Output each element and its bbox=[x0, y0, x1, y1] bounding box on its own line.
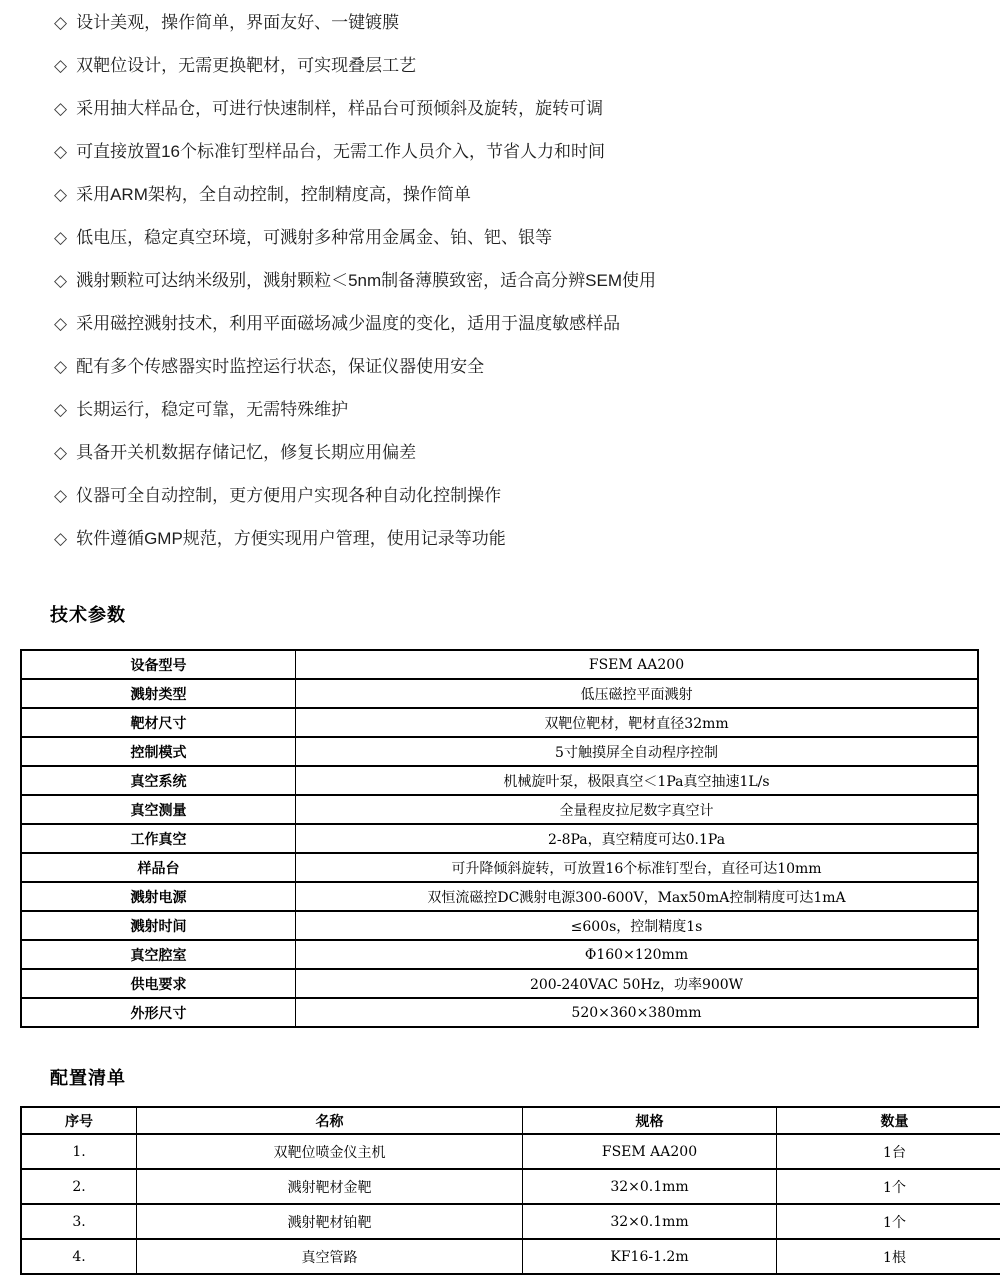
feature-item bbox=[54, 356, 1000, 399]
diamond-bullet-icon: ◇ bbox=[54, 357, 68, 376]
spec-label: 真空腔室 bbox=[21, 940, 296, 969]
spec-value: FSEM AA200 bbox=[296, 650, 979, 679]
spec-value: Φ160×120mm bbox=[296, 940, 979, 969]
config-cell-spec: 32×0.1mm bbox=[523, 1169, 777, 1204]
spec-label: 控制模式 bbox=[21, 737, 296, 766]
feature-item bbox=[54, 55, 1000, 98]
spec-row bbox=[21, 824, 978, 853]
spec-row bbox=[21, 737, 978, 766]
feature-text: 仪器可全自动控制，更方便用户实现各种自动化控制操作 bbox=[76, 486, 502, 505]
spec-row bbox=[21, 882, 978, 911]
spec-row bbox=[21, 911, 978, 940]
config-header-spec: 规格 bbox=[523, 1107, 777, 1134]
config-cell-spec: 32×0.1mm bbox=[523, 1204, 777, 1239]
diamond-bullet-icon: ◇ bbox=[54, 99, 68, 118]
feature-item bbox=[54, 227, 1000, 270]
spec-label: 设备型号 bbox=[21, 650, 296, 679]
spec-value: 双靶位靶材，靶材直径32mm bbox=[296, 708, 979, 737]
config-cell-qty: 1个 bbox=[777, 1204, 1000, 1239]
section-title-config-list: 配置清单 bbox=[50, 1068, 126, 1088]
config-row bbox=[21, 1239, 1000, 1274]
feature-item bbox=[54, 12, 1000, 55]
spec-row bbox=[21, 940, 978, 969]
spec-row bbox=[21, 679, 978, 708]
spec-label: 样品台 bbox=[21, 853, 296, 882]
feature-text: 双靶位设计，无需更换靶材，可实现叠层工艺 bbox=[76, 56, 417, 75]
config-header-row bbox=[21, 1107, 1000, 1134]
config-row bbox=[21, 1134, 1000, 1169]
config-cell-name: 溅射靶材铂靶 bbox=[137, 1204, 523, 1239]
spec-value: 全量程皮拉尼数字真空计 bbox=[296, 795, 979, 824]
config-cell-name: 溅射靶材金靶 bbox=[137, 1169, 523, 1204]
spec-label: 溅射电源 bbox=[21, 882, 296, 911]
feature-item bbox=[54, 141, 1000, 184]
diamond-bullet-icon: ◇ bbox=[54, 529, 68, 548]
spec-row bbox=[21, 766, 978, 795]
tech-params-table bbox=[20, 649, 979, 1028]
feature-item bbox=[54, 313, 1000, 356]
feature-text: 采用磁控溅射技术，利用平面磁场减少温度的变化，适用于温度敏感样品 bbox=[76, 314, 621, 333]
spec-value: 520×360×380mm bbox=[296, 998, 979, 1027]
config-header-name: 名称 bbox=[137, 1107, 523, 1134]
spec-value: 低压磁控平面溅射 bbox=[296, 679, 979, 708]
feature-text: 设计美观，操作简单，界面友好、一键镀膜 bbox=[76, 13, 400, 32]
spec-row bbox=[21, 708, 978, 737]
spec-value: 双恒流磁控DC溅射电源300-600V，Max50mA控制精度可达1mA bbox=[296, 882, 979, 911]
diamond-bullet-icon: ◇ bbox=[54, 185, 68, 204]
feature-text: 长期运行，稳定可靠，无需特殊维护 bbox=[76, 400, 349, 419]
feature-text: 具备开关机数据存储记忆，修复长期应用偏差 bbox=[76, 443, 417, 462]
spec-label: 溅射时间 bbox=[21, 911, 296, 940]
diamond-bullet-icon: ◇ bbox=[54, 443, 68, 462]
config-header-qty: 数量 bbox=[777, 1107, 1000, 1134]
spec-label: 真空系统 bbox=[21, 766, 296, 795]
spec-value: 5寸触摸屏全自动程序控制 bbox=[296, 737, 979, 766]
config-row bbox=[21, 1204, 1000, 1239]
feature-text: 低电压，稳定真空环境，可溅射多种常用金属金、铂、钯、银等 bbox=[76, 228, 553, 247]
feature-text: 溅射颗粒可达纳米级别，溅射颗粒＜5nm制备薄膜致密，适合高分辨SEM使用 bbox=[76, 271, 656, 290]
spec-value: 可升降倾斜旋转，可放置16个标准钉型台，直径可达10mm bbox=[296, 853, 979, 882]
feature-item bbox=[54, 399, 1000, 442]
diamond-bullet-icon: ◇ bbox=[54, 142, 68, 161]
feature-item bbox=[54, 98, 1000, 141]
feature-text: 配有多个传感器实时监控运行状态，保证仪器使用安全 bbox=[76, 357, 485, 376]
diamond-bullet-icon: ◇ bbox=[54, 228, 68, 247]
spec-label: 外形尺寸 bbox=[21, 998, 296, 1027]
feature-item bbox=[54, 442, 1000, 485]
feature-text: 软件遵循GMP规范，方便实现用户管理，使用记录等功能 bbox=[76, 529, 506, 548]
config-cell-spec: FSEM AA200 bbox=[523, 1134, 777, 1169]
diamond-bullet-icon: ◇ bbox=[54, 486, 68, 505]
spec-value: 2-8Pa，真空精度可达0.1Pa bbox=[296, 824, 979, 853]
feature-list bbox=[0, 0, 1000, 571]
config-cell-no: 3. bbox=[21, 1204, 137, 1239]
spec-row bbox=[21, 969, 978, 998]
spec-label: 真空测量 bbox=[21, 795, 296, 824]
feature-item bbox=[54, 270, 1000, 313]
config-cell-qty: 1根 bbox=[777, 1239, 1000, 1274]
config-cell-name: 真空管路 bbox=[137, 1239, 523, 1274]
diamond-bullet-icon: ◇ bbox=[54, 13, 68, 32]
diamond-bullet-icon: ◇ bbox=[54, 400, 68, 419]
spec-row bbox=[21, 998, 978, 1027]
config-cell-qty: 1台 bbox=[777, 1134, 1000, 1169]
feature-text: 可直接放置16个标准钉型样品台，无需工作人员介入，节省人力和时间 bbox=[76, 142, 605, 161]
spec-label: 靶材尺寸 bbox=[21, 708, 296, 737]
feature-item bbox=[54, 528, 1000, 571]
config-cell-name: 双靶位喷金仪主机 bbox=[137, 1134, 523, 1169]
diamond-bullet-icon: ◇ bbox=[54, 271, 68, 290]
spec-value: 200-240VAC 50Hz，功率900W bbox=[296, 969, 979, 998]
feature-text: 采用ARM架构，全自动控制，控制精度高，操作简单 bbox=[76, 185, 471, 204]
config-list-table bbox=[20, 1106, 1000, 1275]
config-cell-no: 1. bbox=[21, 1134, 137, 1169]
config-row bbox=[21, 1169, 1000, 1204]
spec-value: 机械旋叶泵，极限真空＜1Pa真空抽速1L/s bbox=[296, 766, 979, 795]
spec-row bbox=[21, 853, 978, 882]
diamond-bullet-icon: ◇ bbox=[54, 56, 68, 75]
spec-label: 供电要求 bbox=[21, 969, 296, 998]
spec-label: 工作真空 bbox=[21, 824, 296, 853]
config-cell-no: 2. bbox=[21, 1169, 137, 1204]
feature-text: 采用抽大样品仓，可进行快速制样，样品台可预倾斜及旋转，旋转可调 bbox=[76, 99, 604, 118]
config-cell-no: 4. bbox=[21, 1239, 137, 1274]
diamond-bullet-icon: ◇ bbox=[54, 314, 68, 333]
config-cell-qty: 1个 bbox=[777, 1169, 1000, 1204]
spec-label: 溅射类型 bbox=[21, 679, 296, 708]
spec-row bbox=[21, 795, 978, 824]
section-title-tech-params: 技术参数 bbox=[50, 605, 126, 625]
config-cell-spec: KF16-1.2m bbox=[523, 1239, 777, 1274]
feature-item bbox=[54, 485, 1000, 528]
config-header-no: 序号 bbox=[21, 1107, 137, 1134]
feature-item bbox=[54, 184, 1000, 227]
spec-value: ≤600s，控制精度1s bbox=[296, 911, 979, 940]
spec-row bbox=[21, 650, 978, 679]
